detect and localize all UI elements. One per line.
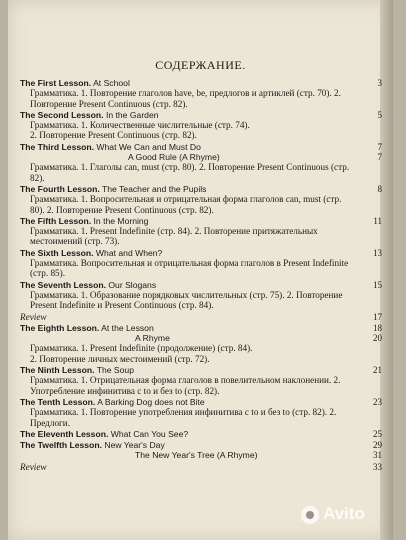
page-number: 17	[373, 311, 382, 322]
lesson-title: The Teacher and the Pupils	[99, 183, 207, 194]
grammar-note: Грамматика. 1. Present Indefinite (стр. 84). 2. Повторение притяжательных местоимений (стр. 73).	[30, 226, 318, 247]
page-number: 15	[373, 279, 382, 290]
toc-line	[20, 312, 354, 322]
toc-entry	[20, 397, 390, 428]
toc-line	[20, 216, 354, 226]
lesson-number: The Third Lesson.	[20, 141, 95, 152]
toc-line	[20, 462, 354, 472]
lesson-title: The New Year's Tree (A Rhyme)	[135, 450, 258, 461]
toc-entry	[20, 365, 390, 396]
grammar-note: 2. Повторение Present Continuous (стр. 82).	[30, 130, 197, 141]
lesson-title: The Soup	[94, 365, 134, 376]
toc-entry	[20, 184, 390, 215]
toc-line	[20, 429, 354, 439]
lesson-number: The Eighth Lesson.	[20, 322, 100, 333]
grammar-note: Грамматика. 1. Повторение глаголов have, be, предлогов и артиклей (стр. 70). 2. Повторение Present Continuous (стр. 82).	[30, 88, 341, 109]
grammar-note: Грамматика. Вопросительная и отрицательная форма глаголов в Present Indefinite (стр. 85).	[30, 258, 349, 279]
toc-line	[20, 110, 354, 120]
page-number: 8	[377, 183, 382, 194]
toc-entry	[20, 78, 390, 109]
book-page	[8, 0, 393, 540]
lesson-number: The First Lesson.	[20, 78, 92, 88]
lesson-title: A Good Rule (A Rhyme)	[128, 152, 220, 163]
lesson-number: The Tenth Lesson.	[20, 396, 96, 407]
table-of-contents	[20, 78, 390, 473]
toc-line	[20, 290, 354, 311]
page-number: 20	[373, 333, 382, 344]
lesson-title: What We Can and Must Do	[94, 141, 201, 152]
lesson-title: Our Slogans	[105, 279, 157, 290]
page-number: 13	[373, 247, 382, 258]
toc-entry	[20, 216, 390, 247]
lesson-number: The Second Lesson.	[20, 109, 104, 120]
lesson-number: The Sixth Lesson.	[20, 247, 94, 258]
lesson-number: The Fifth Lesson.	[20, 215, 92, 226]
toc-line	[20, 323, 354, 333]
review-label: Review	[20, 311, 47, 322]
lesson-number: The Twelfth Lesson.	[20, 440, 102, 451]
grammar-note: Грамматика. 1. Повторение употребления инфинитива с to и без to (стр. 82). 2. Предлоги.	[30, 407, 337, 428]
lesson-number: The Ninth Lesson.	[20, 365, 95, 376]
toc-line	[20, 226, 354, 247]
page-number: 11	[373, 215, 382, 226]
toc-entry	[20, 462, 390, 472]
grammar-note: Грамматика. 1. Отрицательная форма глаголов в повелительном наклонении. 2. Употребление инфинитива с to и без to (стр. 82).	[30, 375, 341, 396]
page-number: 33	[373, 461, 382, 472]
toc-entry	[20, 323, 390, 364]
page-number: 31	[373, 450, 382, 461]
toc-line	[20, 258, 354, 279]
page-number: 7	[377, 152, 382, 163]
toc-line	[20, 130, 354, 140]
toc-entry	[20, 248, 390, 279]
lesson-title: At the Lesson	[99, 322, 154, 333]
toc-entry	[20, 312, 390, 322]
lesson-title: What and When?	[93, 247, 163, 258]
page-number: 29	[373, 440, 382, 451]
toc-entry	[20, 280, 390, 311]
toc-line	[20, 375, 354, 396]
page-number: 21	[373, 365, 382, 376]
toc-line	[20, 407, 354, 428]
toc-line	[20, 333, 354, 343]
avito-logo-icon	[301, 506, 319, 524]
toc-line	[20, 194, 354, 215]
toc-line	[20, 142, 354, 152]
grammar-note: 2. Повторение личных местоимений (стр. 72).	[30, 353, 210, 364]
page-number: 25	[373, 428, 382, 439]
grammar-note: Грамматика. 1. Present Indefinite (продолжение) (стр. 84).	[30, 343, 253, 354]
page-number: 18	[373, 322, 382, 333]
toc-line	[20, 343, 354, 353]
toc-line	[20, 162, 354, 183]
lesson-number: The Seventh Lesson.	[20, 279, 106, 290]
lesson-title: At School	[91, 78, 130, 88]
toc-line	[20, 365, 354, 375]
toc-line	[20, 248, 354, 258]
toc-line	[20, 184, 354, 194]
lesson-number: The Eleventh Lesson.	[20, 428, 109, 439]
avito-watermark	[301, 504, 383, 526]
toc-entry	[20, 429, 390, 439]
toc-line	[20, 397, 354, 407]
page-number: 23	[373, 396, 382, 407]
toc-line	[20, 120, 354, 130]
lesson-title: New Year's Day	[101, 440, 165, 451]
grammar-note: Грамматика. 1. Вопросительная и отрицательная форма глаголов can, must (стр. 80). 2. Повторение Present Continuous (стр. 82).	[30, 194, 342, 215]
grammar-note: Грамматика. 1. Количественные числительные (стр. 74).	[30, 120, 250, 131]
lesson-title: In the Morning	[91, 215, 149, 226]
lesson-title: What Can You See?	[108, 428, 189, 439]
toc-entry	[20, 440, 390, 461]
lesson-title: In the Garden	[103, 109, 159, 120]
toc-line	[20, 78, 354, 88]
grammar-note: Грамматика. 1. Образование порядковых числительных (стр. 75). 2. Повторение Present Indefinite и Present Continuous (стр. 84).	[30, 289, 343, 311]
toc-entry	[20, 110, 390, 141]
grammar-note: Грамматика. 1. Глаголы can, must (стр. 80). 2. Повторение Present Continuous (стр. 82).	[30, 162, 350, 183]
toc-line	[20, 280, 354, 290]
toc-line	[20, 152, 354, 162]
page-number: 3	[377, 78, 382, 88]
toc-line	[20, 88, 354, 109]
lesson-number: The Fourth Lesson.	[20, 183, 100, 194]
lesson-title: A Rhyme	[135, 333, 170, 344]
review-label: Review	[20, 461, 47, 472]
watermark-text: Avito	[323, 504, 365, 523]
page-number: 7	[377, 141, 382, 152]
contents-heading: СОДЕРЖАНИЕ.	[155, 58, 246, 72]
lesson-title: A Barking Dog does not Bite	[95, 396, 205, 407]
toc-line	[20, 440, 354, 450]
page-number: 5	[377, 109, 382, 120]
toc-line	[20, 450, 354, 460]
toc-line	[20, 354, 354, 364]
toc-entry	[20, 142, 390, 183]
